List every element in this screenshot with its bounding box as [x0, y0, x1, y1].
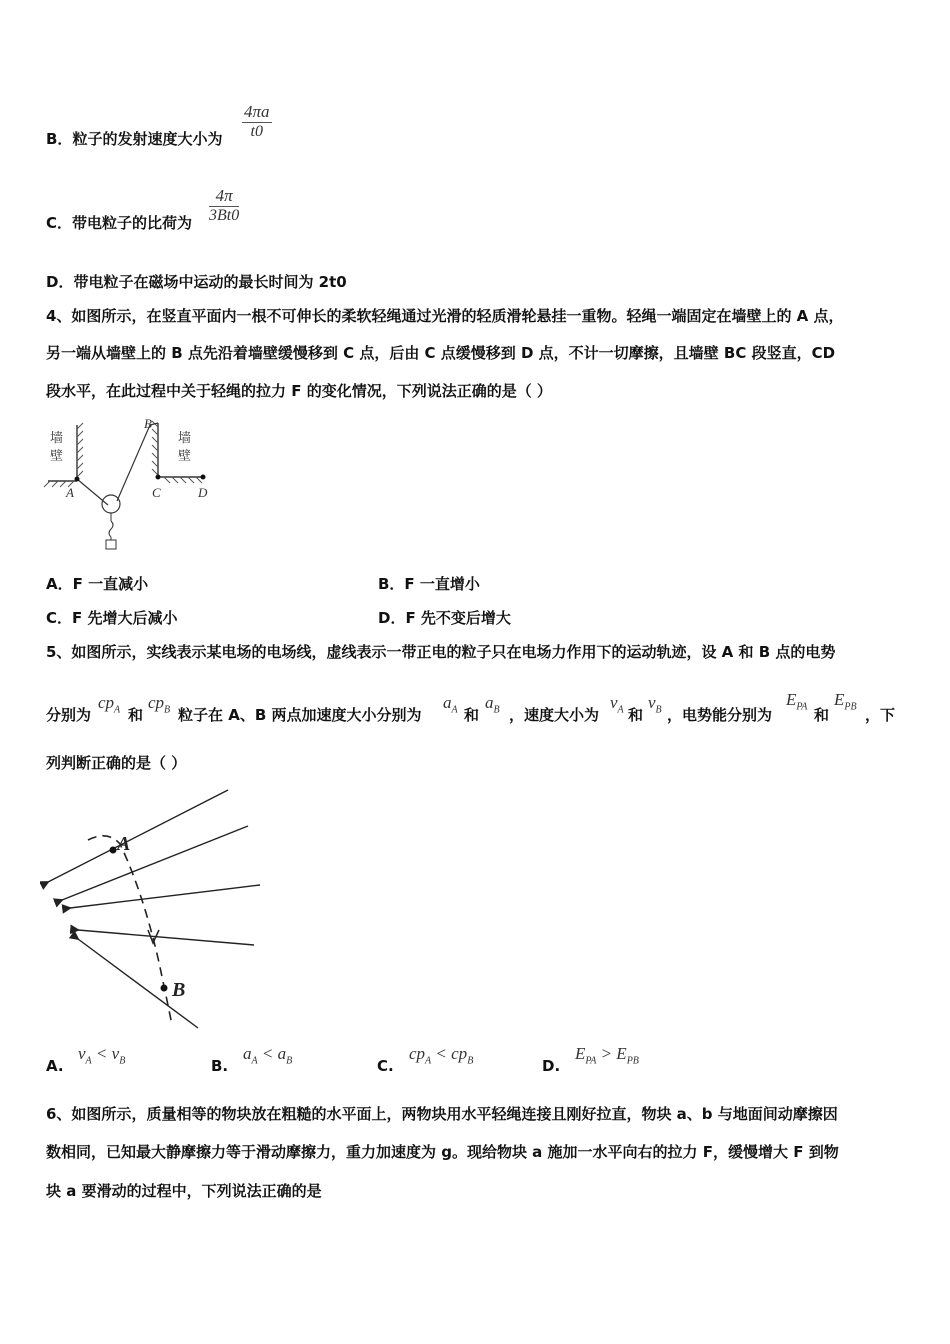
q5-option-a-label[interactable]: A. [46, 1057, 64, 1075]
q5-option-b-expr: $a_A < a_B$ [243, 1044, 293, 1067]
left-wall-label-1: 墙 [50, 430, 64, 445]
field-line [48, 790, 228, 882]
right-wall-label-2: 壁 [178, 448, 192, 463]
q5-symbol-energy-b: $E_{PB}$ [834, 690, 857, 713]
q5-symbol-potential-a: $cp_A$ [98, 693, 121, 716]
field-line [78, 930, 254, 945]
q5-text-part-9: ，下 [865, 706, 896, 724]
right-wall-label-1: 墙 [178, 430, 192, 445]
q5-stem-line-3: 列判断正确的是（ ） [46, 754, 187, 772]
q5-electric-field-figure [40, 780, 270, 1030]
point-d-label: D [198, 485, 208, 500]
q3-option-b[interactable]: B．粒子的发射速度大小为 [46, 130, 223, 148]
q6-stem-line-1: 6、如图所示，质量相等的物块放在粗糙的水平面上，两物块用水平轻绳连接且刚好拉直，物块 a、b 与地面间动摩擦因 [46, 1105, 838, 1123]
point-c-label: C [152, 485, 161, 500]
q6-stem-line-2: 数相同，已知最大静摩擦力等于滑动摩擦力，重力加速度为 g。现给物块 a 施加一水平向右的拉力 F，缓慢增大 F 到物 [46, 1143, 839, 1161]
point-a [110, 847, 117, 854]
q5-option-c-label[interactable]: C. [377, 1057, 394, 1075]
left-wall-label-2: 壁 [50, 448, 64, 463]
q5-symbol-speed-b: $v_B$ [648, 693, 662, 716]
q5-option-d-label[interactable]: D. [542, 1057, 561, 1075]
q5-symbol-accel-b: $a_B$ [485, 693, 500, 716]
point-b-label: B [172, 979, 186, 1001]
q3-option-c-fraction [209, 186, 239, 225]
q5-option-d-expr: $E_{PA} > E_{PB}$ [575, 1044, 639, 1067]
q4-stem-line-3: 段水平，在此过程中关于轻绳的拉力 F 的变化情况，下列说法正确的是（ ） [46, 382, 552, 400]
fraction-denominator: t0 [250, 123, 263, 140]
q5-text-part-5: ，速度大小为 [509, 706, 600, 724]
q4-option-b[interactable]: B．F 一直增小 [378, 575, 480, 593]
fraction-numerator: 4πa [244, 102, 270, 121]
point-a-label: A [117, 833, 131, 855]
q6-stem-line-3: 块 a 要滑动的过程中，下列说法正确的是 [46, 1182, 322, 1200]
q5-symbol-energy-a: $E_{PA}$ [786, 690, 808, 713]
q5-text-part-4: 和 [464, 706, 480, 724]
q4-pulley-figure [40, 415, 230, 555]
pulley [102, 495, 120, 513]
q5-option-a-expr: $v_A < v_B$ [78, 1044, 126, 1067]
q4-stem-line-2: 另一端从墙壁上的 B 点先沿着墙壁缓慢移到 C 点，后由 C 点缓慢移到 D 点，不计一切摩擦，且墙壁 BC 段竖直，CD [46, 344, 836, 362]
q5-symbol-accel-a: $a_A$ [443, 693, 458, 716]
q5-stem-line-1: 5、如图所示，实线表示某电场的电场线，虚线表示一带正电的粒子只在电场力作用下的运动轨迹，设 A 和 B 点的电势 [46, 643, 836, 661]
fraction-denominator: 3Bt0 [209, 207, 240, 224]
point-b-label: B [144, 416, 152, 431]
q5-text-part-8: 和 [814, 706, 830, 724]
point-b [161, 985, 168, 992]
q5-option-c-expr: $cp_A < cp_B$ [409, 1044, 474, 1067]
field-line [70, 885, 260, 908]
q4-option-d[interactable]: D．F 先不变后增大 [378, 609, 511, 627]
q4-stem-line-1: 4、如图所示，在竖直平面内一根不可伸长的柔软轻绳通过光滑的轻质滑轮悬挂一重物。轻绳一端固定在墙壁上的 A 点， [46, 307, 844, 325]
field-line [62, 826, 248, 900]
point-a-label: A [66, 485, 74, 500]
q4-option-c[interactable]: C．F 先增大后减小 [46, 609, 178, 627]
q5-symbol-potential-b: $cp_B$ [148, 693, 171, 716]
q5-text-part-1: 分别为 [46, 706, 92, 724]
q5-text-part-2: 和 [128, 706, 144, 724]
q5-text-part-7: ，电势能分别为 [667, 706, 773, 724]
q5-text-part-6: 和 [628, 706, 644, 724]
q5-symbol-speed-a: $v_A$ [610, 693, 624, 716]
fraction-numerator: 4π [209, 186, 239, 207]
hanging-weight [106, 540, 116, 549]
q3-option-b-fraction [242, 102, 272, 141]
q4-option-a[interactable]: A．F 一直减小 [46, 575, 149, 593]
q5-option-b-label[interactable]: B. [211, 1057, 229, 1075]
q3-option-d[interactable]: D．带电粒子在磁场中运动的最长时间为 2t0 [46, 273, 347, 291]
q5-text-part-3: 粒子在 A、B 两点加速度大小分别为 [178, 706, 422, 724]
q3-option-c[interactable]: C．带电粒子的比荷为 [46, 214, 193, 232]
